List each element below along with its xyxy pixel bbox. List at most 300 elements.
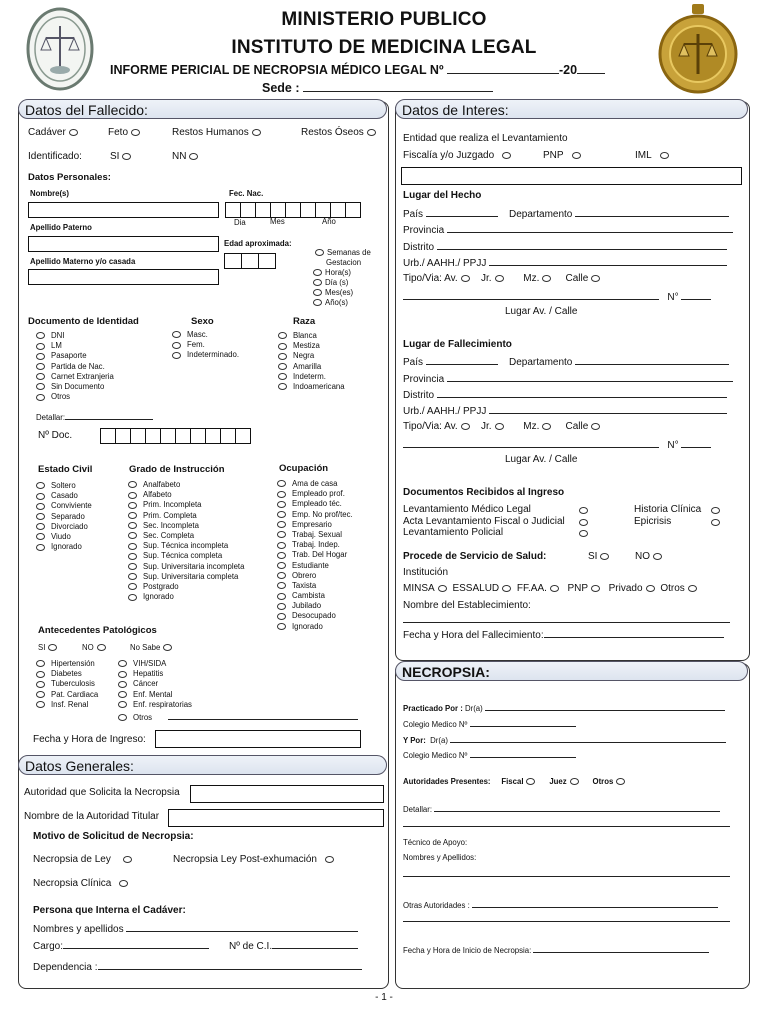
- ocup-item[interactable]: Cambista: [277, 591, 353, 601]
- fill-in-blank[interactable]: [489, 404, 727, 414]
- antec-nosabe[interactable]: No Sabe: [130, 643, 175, 653]
- ocup-item[interactable]: Desocupado: [277, 611, 353, 621]
- radio-circle[interactable]: [278, 353, 287, 360]
- ocup-item[interactable]: Empleado prof.: [277, 489, 353, 499]
- radio-circle[interactable]: [36, 544, 45, 551]
- radio-circle[interactable]: [122, 153, 131, 160]
- ocup-item[interactable]: Estudiante: [277, 561, 353, 571]
- raza-item[interactable]: Indoamericana: [278, 382, 345, 392]
- ocup-item[interactable]: Emp. No prof/tec.: [277, 510, 353, 520]
- tipovia-line[interactable]: Tipo/Via: Av. Jr. Mz. Calle: [403, 273, 603, 285]
- fill-in-blank[interactable]: [240, 202, 256, 218]
- fill-in-blank[interactable]: [447, 223, 733, 233]
- cargo-line[interactable]: Cargo:: [33, 939, 209, 953]
- otras-autoridades[interactable]: Otras Autoridades :: [403, 898, 718, 911]
- fill-in-blank[interactable]: [241, 253, 259, 269]
- identificado-nn[interactable]: NN: [172, 151, 201, 163]
- radio-circle[interactable]: [189, 153, 198, 160]
- doc-item[interactable]: LM: [36, 341, 114, 351]
- ocup-item[interactable]: Trabaj. Sexual: [277, 530, 353, 540]
- urb2-line[interactable]: Urb./ AAHH./ PPJJ: [403, 404, 727, 418]
- tecnico-label: Técnico de Apoyo:: [403, 838, 468, 847]
- doc-hc-option[interactable]: Historia Clínica: [634, 504, 702, 515]
- radio-circle[interactable]: [542, 423, 551, 430]
- fill-in-blank[interactable]: [447, 372, 733, 382]
- edad-cells[interactable]: [225, 253, 276, 269]
- radio-circle[interactable]: [36, 513, 45, 520]
- radio-circle[interactable]: [36, 681, 45, 688]
- radio-circle[interactable]: [495, 423, 504, 430]
- grado-item[interactable]: Sup. Técnica completa: [128, 551, 244, 561]
- establecimiento-line[interactable]: [403, 622, 730, 623]
- provincia-line[interactable]: Provincia: [403, 223, 733, 237]
- radio-circle[interactable]: [277, 511, 286, 518]
- fill-in-blank[interactable]: [225, 202, 241, 218]
- ocup-item[interactable]: Obrero: [277, 571, 353, 581]
- radio-circle[interactable]: [438, 585, 447, 592]
- grado-item[interactable]: Sup. Técnica incompleta: [128, 541, 244, 551]
- radio-circle[interactable]: [128, 502, 137, 509]
- radio-circle[interactable]: [277, 582, 286, 589]
- necropsia-clinica-option[interactable]: Necropsia Clínica: [33, 878, 131, 890]
- fecha-fallecimiento-line[interactable]: Fecha y Hora del Fallecimiento:: [403, 628, 724, 642]
- fill-in-blank[interactable]: [330, 202, 346, 218]
- pais-line[interactable]: País: [403, 207, 498, 221]
- radio-circle[interactable]: [36, 332, 45, 339]
- raza-item[interactable]: Mestiza: [278, 341, 345, 351]
- radio-circle[interactable]: [252, 129, 261, 136]
- doc-lml-radio[interactable]: [579, 507, 588, 514]
- anos-option[interactable]: Año(s): [310, 298, 348, 308]
- radio-circle[interactable]: [36, 482, 45, 489]
- fecha-inicio-necropsia[interactable]: Fecha y Hora de Inicio de Necropsia:: [403, 943, 709, 956]
- radio-circle[interactable]: [313, 279, 322, 286]
- antec-item[interactable]: Enf. respiratorias: [118, 700, 358, 710]
- fill-in-blank[interactable]: [65, 410, 153, 420]
- practicado-line[interactable]: Practicado Por : Dr(a): [403, 701, 725, 714]
- urb-line[interactable]: Urb./ AAHH./ PPJJ: [403, 256, 727, 270]
- antec-item[interactable]: Tuberculosis: [36, 679, 98, 689]
- radio-circle[interactable]: [277, 562, 286, 569]
- radio-circle[interactable]: [36, 373, 45, 380]
- ypor-line[interactable]: Y Por: Dr(a): [403, 733, 726, 746]
- radio-circle[interactable]: [313, 299, 322, 306]
- cadaver-option[interactable]: Cadáver: [28, 127, 81, 139]
- fill-in-blank[interactable]: [224, 253, 242, 269]
- grado-item[interactable]: Analfabeto: [128, 480, 244, 490]
- radio-circle[interactable]: [97, 644, 106, 651]
- radio-circle[interactable]: [495, 275, 504, 282]
- radio-circle[interactable]: [69, 129, 78, 136]
- civil-item[interactable]: Casado: [36, 491, 92, 501]
- fill-in-blank[interactable]: [126, 922, 358, 932]
- radio-circle[interactable]: [367, 129, 376, 136]
- fill-in-blank[interactable]: [450, 733, 726, 743]
- restos-humanos-option[interactable]: Restos Humanos: [172, 127, 264, 139]
- antec-item[interactable]: Hepatitis: [118, 669, 358, 679]
- radio-circle[interactable]: [278, 332, 287, 339]
- radio-circle[interactable]: [36, 660, 45, 667]
- radio-circle[interactable]: [461, 275, 470, 282]
- autoridad-solicita-field[interactable]: [190, 785, 384, 803]
- antec-item[interactable]: Hipertensión: [36, 659, 98, 669]
- radio-circle[interactable]: [542, 275, 551, 282]
- edad-label: Edad aproximada:: [224, 239, 292, 248]
- fill-in-blank[interactable]: [470, 748, 576, 758]
- via-number2-line[interactable]: N°: [403, 438, 711, 452]
- radio-circle[interactable]: [277, 521, 286, 528]
- dias-option[interactable]: Día (s): [310, 278, 348, 288]
- autoridades-presentes[interactable]: Autoridades Presentes: Fiscal Juez Otros: [403, 777, 628, 787]
- fill-in-blank[interactable]: [205, 428, 221, 444]
- radio-circle[interactable]: [461, 423, 470, 430]
- dia-label: Dia: [234, 218, 246, 227]
- fill-in-blank[interactable]: [533, 943, 709, 953]
- radio-circle[interactable]: [48, 644, 57, 651]
- fill-in-blank[interactable]: [426, 207, 498, 217]
- fill-in-blank[interactable]: [345, 202, 361, 218]
- fill-in-blank[interactable]: [100, 428, 116, 444]
- radio-circle[interactable]: [278, 343, 287, 350]
- fill-in-blank[interactable]: [544, 628, 724, 638]
- radio-circle[interactable]: [277, 623, 286, 630]
- doc-lml-option[interactable]: Levantamiento Médico Legal: [403, 504, 531, 515]
- radio-circle[interactable]: [119, 880, 128, 887]
- fill-in-blank[interactable]: [485, 701, 725, 711]
- radio-circle[interactable]: [646, 585, 655, 592]
- nombre-autoridad-field[interactable]: [168, 809, 384, 827]
- doc-item[interactable]: DNI: [36, 331, 114, 341]
- departamento2-line[interactable]: Departamento: [509, 355, 729, 369]
- doc-lp-option[interactable]: Levantamiento Policial: [403, 527, 504, 538]
- radio-circle[interactable]: [278, 373, 287, 380]
- raza-title: Raza: [293, 316, 316, 327]
- institucion-options[interactable]: MINSA ESSALUD FF.AA. PNP Privado Otros: [403, 583, 700, 595]
- doc-item[interactable]: Partida de Nac.: [36, 362, 114, 372]
- radio-circle[interactable]: [36, 533, 45, 540]
- antec-no[interactable]: NO: [82, 643, 109, 653]
- ocup-item[interactable]: Empleado téc.: [277, 499, 353, 509]
- doc-item[interactable]: Sin Documento: [36, 382, 114, 392]
- radio-circle[interactable]: [278, 363, 287, 370]
- radio-circle[interactable]: [315, 249, 324, 256]
- radio-circle[interactable]: [36, 493, 45, 500]
- departamento-line[interactable]: Departamento: [509, 207, 729, 221]
- radio-circle[interactable]: [277, 491, 286, 498]
- fill-in-blank[interactable]: [403, 290, 659, 300]
- fill-in-blank[interactable]: [437, 240, 727, 250]
- grado-item[interactable]: Postgrado: [128, 582, 244, 592]
- radio-circle[interactable]: [616, 778, 625, 785]
- ocup-item[interactable]: Empresario: [277, 520, 353, 530]
- radio-circle[interactable]: [128, 522, 137, 529]
- procede-no[interactable]: NO: [635, 551, 665, 563]
- radio-circle[interactable]: [128, 481, 137, 488]
- fill-in-blank[interactable]: [160, 428, 176, 444]
- fill-in-blank[interactable]: [235, 428, 251, 444]
- doc-hc-radio[interactable]: [711, 507, 720, 514]
- civil-item[interactable]: Conviviente: [36, 501, 92, 511]
- fill-in-blank[interactable]: [681, 438, 711, 448]
- radio-circle[interactable]: [118, 691, 127, 698]
- provincia2-line[interactable]: Provincia: [403, 372, 733, 386]
- antec-item[interactable]: Insf. Renal: [36, 700, 98, 710]
- meses-option[interactable]: Mes(es): [310, 288, 353, 298]
- radio-circle[interactable]: [128, 532, 137, 539]
- antec-item[interactable]: Enf. Mental: [118, 690, 358, 700]
- radio-circle[interactable]: [128, 492, 137, 499]
- radio-circle[interactable]: [36, 343, 45, 350]
- colegio1-line[interactable]: Colegio Medico Nº: [403, 717, 576, 730]
- antec-item[interactable]: Pat. Cardiaca: [36, 690, 98, 700]
- iml-option[interactable]: IML: [635, 150, 672, 162]
- radio-circle[interactable]: [688, 585, 697, 592]
- antec-item[interactable]: Otros: [118, 710, 358, 720]
- fill-in-blank[interactable]: [300, 202, 316, 218]
- doc-acta-radio[interactable]: [579, 519, 588, 526]
- fill-in-blank[interactable]: [437, 388, 727, 398]
- radio-circle[interactable]: [278, 383, 287, 390]
- horas-option[interactable]: Hora(s): [310, 268, 351, 278]
- radio-circle[interactable]: [172, 352, 181, 359]
- doc-item[interactable]: Carnet Extranjeria: [36, 372, 114, 382]
- necropsia-post-option[interactable]: Necropsia Ley Post-exhumación: [173, 854, 337, 866]
- radio-circle[interactable]: [600, 553, 609, 560]
- grado-item[interactable]: Alfabeto: [128, 490, 244, 500]
- antec-item[interactable]: VIH/SIDA: [118, 659, 358, 669]
- radio-circle[interactable]: [502, 585, 511, 592]
- civil-item[interactable]: Ignorado: [36, 542, 92, 552]
- radio-circle[interactable]: [118, 660, 127, 667]
- raza-item[interactable]: Blanca: [278, 331, 345, 341]
- fill-in-blank[interactable]: [255, 202, 271, 218]
- radio-circle[interactable]: [277, 480, 286, 487]
- institucion-label: Institución: [403, 567, 449, 578]
- fill-in-blank[interactable]: [575, 207, 729, 217]
- nci-line[interactable]: Nº de C.I.: [229, 939, 358, 953]
- radio-circle[interactable]: [118, 701, 127, 708]
- antec-item[interactable]: Cáncer: [118, 679, 358, 689]
- grado-item[interactable]: Sec. Completa: [128, 531, 244, 541]
- radio-circle[interactable]: [128, 543, 137, 550]
- apellido-materno-field[interactable]: [28, 269, 219, 285]
- fill-in-blank[interactable]: [220, 428, 236, 444]
- fill-in-blank[interactable]: [575, 355, 729, 365]
- doc-epi-option[interactable]: Epicrisis: [634, 516, 672, 527]
- radio-circle[interactable]: [277, 501, 286, 508]
- nombre-establecimiento[interactable]: Nombre del Establecimiento:: [403, 600, 531, 611]
- radio-circle[interactable]: [128, 573, 137, 580]
- nombres-apellidos-line[interactable]: Nombres y apellidos: [33, 922, 358, 936]
- apellido-paterno-field[interactable]: [28, 236, 219, 252]
- radio-circle[interactable]: [313, 289, 322, 296]
- procede-si[interactable]: SI: [588, 551, 612, 563]
- doc-lp-radio[interactable]: [579, 530, 588, 537]
- estado-civil-title: Estado Civil: [38, 464, 93, 475]
- radio-circle[interactable]: [277, 613, 286, 620]
- fill-in-blank[interactable]: [175, 428, 191, 444]
- fill-in-blank[interactable]: [145, 428, 161, 444]
- colegio2-line[interactable]: Colegio Medico Nº: [403, 748, 576, 761]
- necropsia-ley-option[interactable]: Necropsia de Ley: [33, 854, 135, 866]
- identificado-si[interactable]: SI: [110, 151, 134, 163]
- grado-item[interactable]: Sec. Incompleta: [128, 521, 244, 531]
- lugar-hecho-title: Lugar del Hecho: [403, 190, 482, 201]
- doc-acta-option[interactable]: Acta Levantamiento Fiscal o Judicial: [403, 516, 565, 527]
- otras-autoridades-line-2[interactable]: [403, 921, 730, 922]
- ocup-item[interactable]: Ama de casa: [277, 479, 353, 489]
- fill-in-blank[interactable]: [489, 256, 727, 266]
- fill-in-blank[interactable]: [190, 428, 206, 444]
- radio-circle[interactable]: [277, 531, 286, 538]
- radio-circle[interactable]: [163, 644, 172, 651]
- doc-item[interactable]: Pasaporte: [36, 351, 114, 361]
- radio-circle[interactable]: [118, 671, 127, 678]
- fill-in-blank[interactable]: [447, 64, 559, 74]
- raza-item[interactable]: Amarilla: [278, 362, 345, 372]
- radio-circle[interactable]: [36, 691, 45, 698]
- fill-in-blank[interactable]: [434, 802, 720, 812]
- radio-circle[interactable]: [313, 269, 322, 276]
- civil-item[interactable]: Separado: [36, 512, 92, 522]
- grado-item[interactable]: Ignorado: [128, 592, 244, 602]
- ocup-item[interactable]: Jubilado: [277, 601, 353, 611]
- radio-circle[interactable]: [572, 152, 581, 159]
- via-number-line[interactable]: N°: [403, 290, 711, 304]
- antec-item[interactable]: Diabetes: [36, 669, 98, 679]
- radio-circle[interactable]: [118, 681, 127, 688]
- distrito-line[interactable]: Distrito: [403, 240, 727, 254]
- fill-in-blank[interactable]: [472, 898, 718, 908]
- radio-circle[interactable]: [550, 585, 559, 592]
- radio-circle[interactable]: [128, 583, 137, 590]
- radio-circle[interactable]: [36, 503, 45, 510]
- radio-circle[interactable]: [660, 152, 669, 159]
- estado-civil-list: [36, 481, 92, 552]
- civil-item[interactable]: Soltero: [36, 481, 92, 491]
- fill-in-blank[interactable]: [426, 355, 498, 365]
- radio-circle[interactable]: [123, 856, 132, 863]
- detallar-necropsia[interactable]: Detallar:: [403, 802, 720, 815]
- grado-item[interactable]: Sup. Universitaria completa: [128, 572, 244, 582]
- radio-circle[interactable]: [36, 701, 45, 708]
- radio-circle[interactable]: [526, 778, 535, 785]
- antec-si[interactable]: SI: [38, 643, 60, 653]
- radio-circle[interactable]: [128, 512, 137, 519]
- grado-item[interactable]: Prim. Incompleta: [128, 500, 244, 510]
- entidad-field[interactable]: [401, 167, 742, 185]
- doc-item[interactable]: Otros: [36, 392, 114, 402]
- fecha-ingreso-field[interactable]: [155, 730, 361, 748]
- sexo-item[interactable]: Fem.: [172, 340, 239, 350]
- tipovia2-line[interactable]: Tipo/Via: Av. Jr. Mz. Calle: [403, 421, 603, 433]
- radio-circle[interactable]: [277, 542, 286, 549]
- ocup-item[interactable]: Trab. Del Hogar: [277, 550, 353, 560]
- ocup-item[interactable]: Trabaj. Indep.: [277, 540, 353, 550]
- radio-circle[interactable]: [36, 353, 45, 360]
- distrito2-line[interactable]: Distrito: [403, 388, 727, 402]
- ndoc-cells[interactable]: [101, 428, 251, 444]
- fec-nac-cells[interactable]: [226, 202, 361, 218]
- radio-circle[interactable]: [502, 152, 511, 159]
- doc-epi-radio[interactable]: [711, 519, 720, 526]
- ocup-item[interactable]: Taxista: [277, 581, 353, 591]
- raza-item[interactable]: Negra: [278, 351, 345, 361]
- fill-in-blank[interactable]: [168, 710, 358, 720]
- sexo-item[interactable]: Indeterminado.: [172, 350, 239, 360]
- radio-circle[interactable]: [653, 553, 662, 560]
- fill-in-blank[interactable]: [470, 717, 576, 727]
- grado-item[interactable]: Sup. Universitaria incompleta: [128, 562, 244, 572]
- radio-circle[interactable]: [172, 342, 181, 349]
- radio-circle[interactable]: [591, 585, 600, 592]
- dependencia-line[interactable]: Dependencia :: [33, 960, 362, 974]
- fill-in-blank[interactable]: [681, 290, 711, 300]
- fill-in-blank[interactable]: [270, 202, 286, 218]
- feto-option[interactable]: Feto: [108, 127, 143, 139]
- radio-circle[interactable]: [131, 129, 140, 136]
- fill-in-blank[interactable]: [403, 438, 659, 448]
- fill-in-blank[interactable]: [258, 253, 276, 269]
- nombres-apellidos-tecnico: Nombres y Apellidos:: [403, 853, 477, 862]
- nombres-field[interactable]: [28, 202, 219, 218]
- raza-item[interactable]: Indeterm.: [278, 372, 345, 382]
- civil-item[interactable]: Divorciado: [36, 522, 92, 532]
- radio-circle[interactable]: [277, 603, 286, 610]
- radio-circle[interactable]: [128, 553, 137, 560]
- radio-circle[interactable]: [128, 563, 137, 570]
- fill-in-blank[interactable]: [98, 960, 362, 970]
- ocup-item[interactable]: Ignorado: [277, 622, 353, 632]
- pnp-option[interactable]: PNP: [543, 150, 584, 162]
- grado-item[interactable]: Prim. Completa: [128, 511, 244, 521]
- fill-in-blank[interactable]: [130, 428, 146, 444]
- radio-circle[interactable]: [36, 363, 45, 370]
- civil-item[interactable]: Viudo: [36, 532, 92, 542]
- fiscalia-option[interactable]: Fiscalía y/o Juzgado: [403, 150, 514, 162]
- tecnico-line[interactable]: [403, 876, 730, 877]
- pais2-line[interactable]: País: [403, 355, 498, 369]
- radio-circle[interactable]: [591, 275, 600, 282]
- radio-circle[interactable]: [570, 778, 579, 785]
- sexo-title: Sexo: [191, 316, 214, 327]
- fill-in-blank[interactable]: [315, 202, 331, 218]
- fill-in-blank[interactable]: [303, 82, 493, 92]
- radio-circle[interactable]: [591, 423, 600, 430]
- radio-circle[interactable]: [277, 552, 286, 559]
- fill-in-blank[interactable]: [577, 64, 605, 74]
- radio-circle[interactable]: [277, 572, 286, 579]
- radio-circle[interactable]: [36, 671, 45, 678]
- radio-circle[interactable]: [172, 331, 181, 338]
- radio-circle[interactable]: [277, 593, 286, 600]
- semanas-option[interactable]: Semanas de: [312, 248, 371, 258]
- fill-in-blank[interactable]: [63, 939, 209, 949]
- fill-in-blank[interactable]: [285, 202, 301, 218]
- radio-circle[interactable]: [325, 856, 334, 863]
- detallar-line-2[interactable]: [403, 826, 730, 827]
- fill-in-blank[interactable]: [115, 428, 131, 444]
- radio-circle[interactable]: [36, 383, 45, 390]
- restos-oseos-option[interactable]: Restos Óseos: [301, 127, 379, 139]
- radio-circle[interactable]: [128, 594, 137, 601]
- documento-list: [36, 331, 114, 402]
- radio-circle[interactable]: [36, 394, 45, 401]
- radio-circle[interactable]: [36, 523, 45, 530]
- fill-in-blank[interactable]: [272, 939, 358, 949]
- sexo-item[interactable]: Masc.: [172, 330, 239, 340]
- detallar-doc[interactable]: Detallar:: [36, 410, 153, 423]
